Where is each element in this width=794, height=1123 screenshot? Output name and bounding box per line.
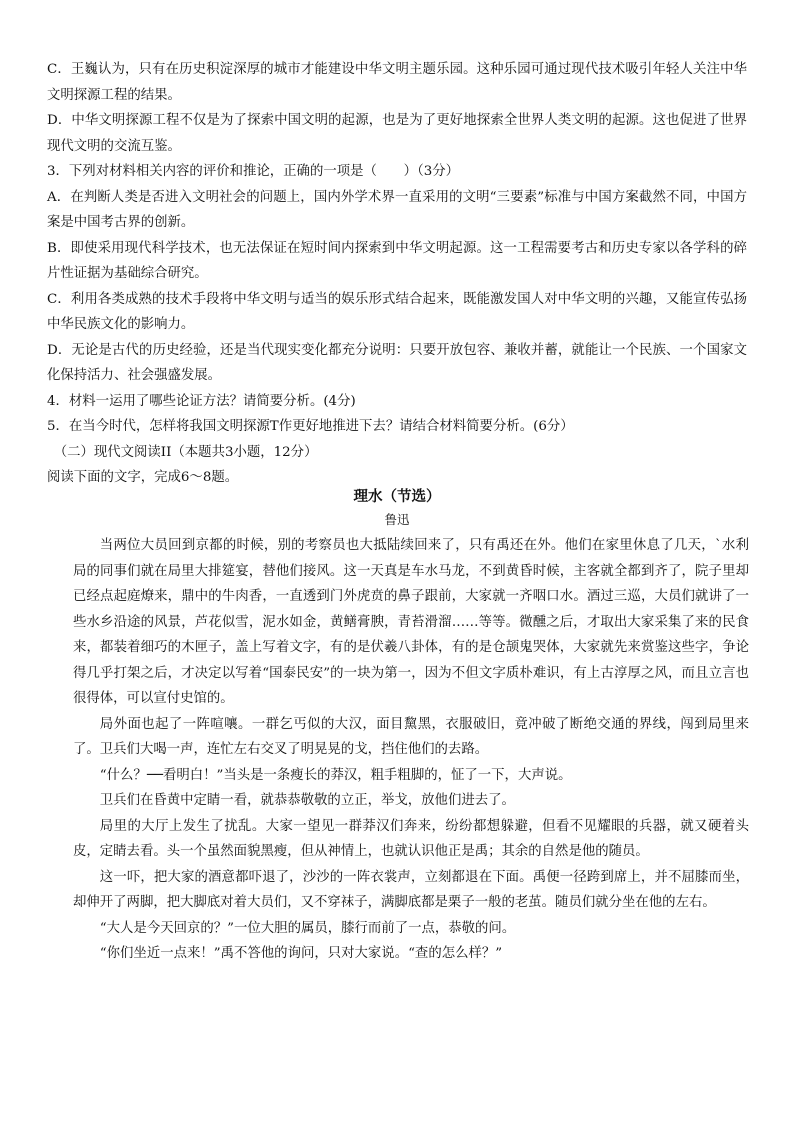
story-paragraph: “什么？──看明白！”当头是一条瘦长的莽汉，粗手粗脚的，怔了一下，大声说。 [99,767,572,783]
option-d-q2: D．中华文明探源工程不仅是为了探索中国文明的起源，也是为了更好地探索全世界人类文明的起源。这也促进了世界现代文明的交流互鉴。 [47,113,747,154]
question-3-option-c: C．利用各类成熟的技术手段将中华文明与适当的娱乐形式结合起来，既能激发国人对中华文明的兴趣，又能宣传弘扬中华民族文化的影响力。 [47,291,747,332]
story-title: 理水（节选） [353,488,441,505]
story-paragraph: 卫兵们在昏黄中定睛一看，就恭恭敬敬的立正，举戈，放他们进去了。 [99,793,515,808]
story-paragraph: “你们坐近一点来！”禹不答他的询问，只对大家说。“查的怎么样？” [99,946,503,961]
story-author: 鲁迅 [384,512,410,527]
question-3-option-a: A．在判断人类是否进入文明社会的问题上，国内外学术界一直采用的文明“三要素”标准与中国方案截然不同，中国方案是中国考古界的创新。 [47,189,747,230]
question-3-stem: 3．下列对材料相关内容的评价和推论，正确的一项是（ ）（3分） [47,164,460,179]
question-4: 4．材料一运用了哪些论证方法？请简要分析。(4分) [47,393,356,409]
question-3-option-b: B．即使采用现代科学技术，也无法保证在短时间内探索到中华文明起源。这一工程需要考古和历史专家以各学科的碎片性证据为基础综合研究。 [47,240,747,281]
section-2-instruction: 阅读下面的文字，完成6～8题。 [47,470,239,485]
option-c-q2: C．王巍认为，只有在历史积淀深厚的城市才能建设中华文明主题乐园。这种乐园可通过现代技术吸引年轻人关注中华文明探源工程的结果。 [47,62,747,103]
question-3-option-d: D．无论是古代的历史经验，还是当代现实变化都充分说明：只要开放包容、兼收并蓄，就能让一个民族、一个国家文化保持活力、社会强盛发展。 [47,342,747,383]
story-body [73,533,749,967]
story-paragraph: 这一吓，把大家的酒意都吓退了，沙沙的一阵衣裳声，立刻都退在下面。禹便一径跨到席上，并不屈膝而坐，却伸开了两脚，把大脚底对着大员们，又不穿袜子，满脚底都是栗子一般的老茧。随员们就分坐在他的左右。 [73,869,749,910]
story-paragraph: 局外面也起了一阵喧嚷。一群乞丐似的大汉，面目黧黑，衣服破旧，竟冲破了断绝交通的界线，闯到局里来了。卫兵们大喝一声，连忙左右交叉了明晃晃的戈，挡住他们的去路。 [73,716,749,757]
story-paragraph: “大人是今天回京的？”一位大胆的属员，膝行而前了一点，恭敬的问。 [99,920,516,936]
section-2-header: （二）现代文阅读II（本题共3小题，12分） [53,444,318,460]
questions-block [47,57,747,491]
story-paragraph: 局里的大厅上发生了扰乱。大家一望见一群莽汉们奔来，纷纷都想躲避，但看不见耀眼的兵器，就又硬着头皮，定睛去看。头一个虽然面貌黑瘦，但从神情上，也就认识他正是禹；其余的自然是他的随员。 [73,818,749,859]
question-5: 5．在当今时代，怎样将我国文明探源T作更好地推进下去？请结合材料简要分析。(6分） [47,419,574,434]
story-paragraph: 当两位大员回到京都的时候，别的考察员也大抵陆续回来了，只有禹还在外。他们在家里休息了几天，`水利局的同事们就在局里大排筵宴，替他们接风。这一天真是车水马龙，不到黄昏时候，主客就全都到齐了，院子里却已经点起庭燎来，鼎中的牛肉香，一直透到门外虎贲的鼻子跟前，大家就一齐咽口水。酒过三巡，大员们就讲了一些水乡沿途的风景，芦花似雪，泥水如金，黄鳝膏腴，青苔滑溜……等等。微醺之后，才取出大家采集了来的民食来，都装着细巧的木匣子，盖上写着文字，有的是伏羲八卦体，有的是仓颉鬼哭体，大家就先来赏鉴这些字，争论得几乎打架之后，才决定以写着“国泰民安”的一块为第一，因为不但文字质朴难识，有上古淳厚之风，而且立言也很得体，可以宣付史馆的。 [73,538,749,706]
